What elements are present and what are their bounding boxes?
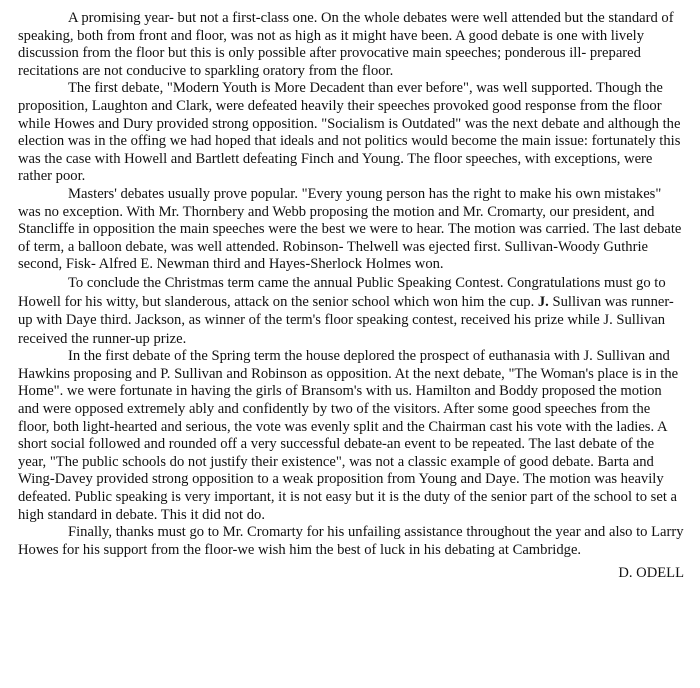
paragraph-first-debates: The first debate, "Modern Youth is More Decadent than ever before", was well supported. Though the proposition, Laughton and Clark, were defeated heavily their speeches provoked good response from the floor while Howes and Dury provided strong opposition. "Socialism is Outdated" was the next debate and although the election was in the offing we had hoped that ideals and not politics would become the main issue: fortunately this was the case with Howell and Bartlett defeating Finch and Young. The floor speeches, with exceptions, were rather poor. (18, 80, 681, 185)
paragraph-spring-term: In the first debate of the Spring term the house deplored the prospect of euthanasia with J. Sullivan and Hawkins proposing and P. Sullivan and Robinson as opposition. At the next debate, "The Woman's place is in the Home". we were fortunate in having the girls of Bransom's with us. Hamilton and Boddy proposed the motion and were opposed extremely ably and confidently by two of the visitors. After some good speeches from the floor, both light-hearted and serious, the vote was evenly split and the Chairman cast his vote with the ladies. A short social followed and rounded off a very successful debate-an event to be repeated. The last debate of the year, "The public schools do not justify their existence", was not a classic example of good debate. Barta and Wing-Davey provided strong opposition to a weak proposition from Young and Daye. The motion was heavily defeated. Public speaking is very important, it is not easy but it is the duty of the senior part of the school to set a high standard in debate. This it did not do. (18, 348, 679, 523)
paragraph-speaking-contest (18, 274, 684, 348)
article (18, 10, 684, 583)
paragraph-masters-debates: Masters' debates usually prove popular. "Every young person has the right to make his own mistakes" was no exception. With Mr. Thornbery and Webb proposing the motion and Mr. Cromarty, our president, and Stancliffe in opposition the main speeches were the best we were to hear. The motion was carried. The last debate of term, a balloon debate, was well attended. Robinson- Thelwell was ejected first. Sullivan-Woody Guthrie second, Fisk- Alfred E. Newman third and Hayes-Sherlock Holmes won. (18, 185, 682, 273)
paragraph-speaking-contest-part2: Sullivan was runner-up with Daye third. Jackson, as winner of the term's floor speaking contest, received his prize while J. Sullivan received the runner-up prize. (18, 293, 674, 347)
paragraph-thanks: Finally, thanks must go to Mr. Cromarty for his unfailing assistance throughout the year and also to Larry Howes for his support from the floor-we wish him the best of luck in his debating at Cambridge. (18, 524, 684, 558)
paragraph-intro: A promising year- but not a first-class one. On the whole debates were well attended but the standard of speaking, both from front and floor, was not as high as it might have been. A good debate is one with lively discussion from the floor but this is only possible after provocative main speeches; ponderous ill- prepared recitations are not conducive to sparkling oratory from the floor. (18, 10, 674, 79)
paragraph-speaking-contest-bold: J. (537, 293, 549, 310)
paragraph-speaking-contest-part1: To conclude the Christmas term came the annual Public Speaking Contest. Congratulations must go to Howell for his witty, but slanderous, attack on the senior school which won him the cup. (18, 274, 666, 310)
author-signature: D. ODELL (618, 565, 684, 582)
